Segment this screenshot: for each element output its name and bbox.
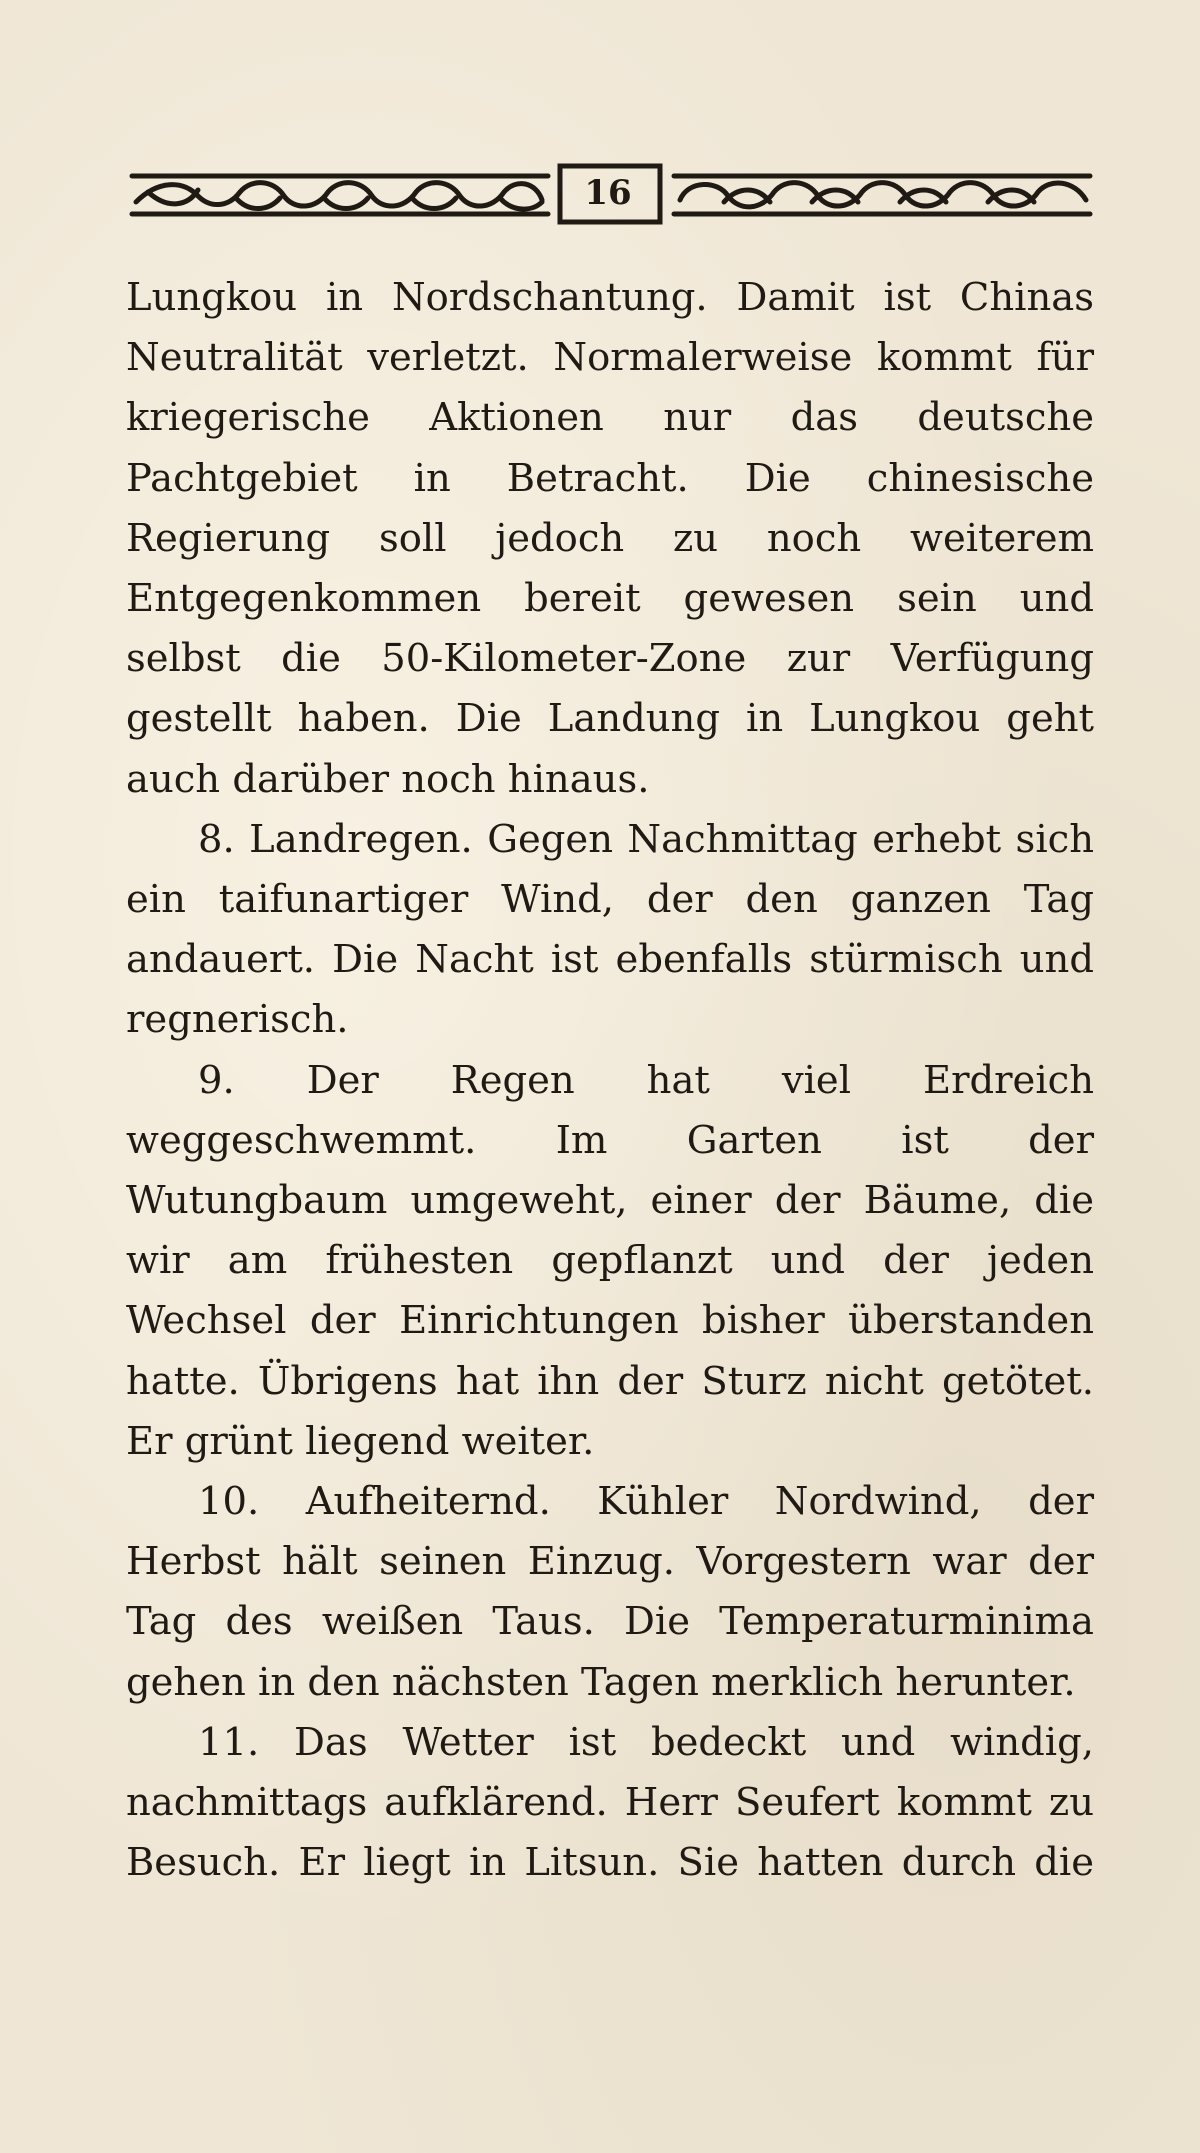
text-body (126, 268, 1094, 1893)
paragraph-1: Lungkou in Nordschantung. Damit ist Chinas Neutralität verletzt. Normalerweise kommt für kriegerische Aktionen nur das deutsche Pachtgebiet in Betracht. Die chinesische Regierung soll jedoch zu noch weiterem Entgegenkommen bereit gewesen sein und selbst die 50-Kilometer-Zone zur Verfügung gestellt haben. Die Landung in Lungkou geht auch darüber noch hinaus. (126, 275, 1094, 802)
paragraph-2: 8. Landregen. Gegen Nachmittag erhebt sich ein taifunartiger Wind, der den ganzen Tag andauert. Die Nacht ist ebenfalls stürmisch und regnerisch. (126, 816, 1094, 1043)
page-number: 16 (584, 173, 632, 213)
paragraph-4: 10. Aufheiternd. Kühler Nordwind, der Herbst hält seinen Einzug. Vorgestern war der Tag des weißen Taus. Die Temperaturminima gehen in den nächsten Tagen merklich herunter. (126, 1479, 1094, 1705)
paragraph-3: 9. Der Regen hat viel Erdreich weggeschwemmt. Im Garten ist der Wutungbaum umgeweht, einer der Bäume, die wir am frühesten gepflanzt und der jeden Wechsel der Einrichtungen bisher überstanden hatte. Übrigens hat ihn der Sturz nicht getötet. Er grünt liegend weiter. (126, 1057, 1094, 1464)
paragraph-5: 11. Das Wetter ist bedeckt und windig, nachmittags aufklärend. Herr Seufert kommt zu Besuch. Er liegt in Litsun. Sie hatten durch die (126, 1719, 1094, 1886)
